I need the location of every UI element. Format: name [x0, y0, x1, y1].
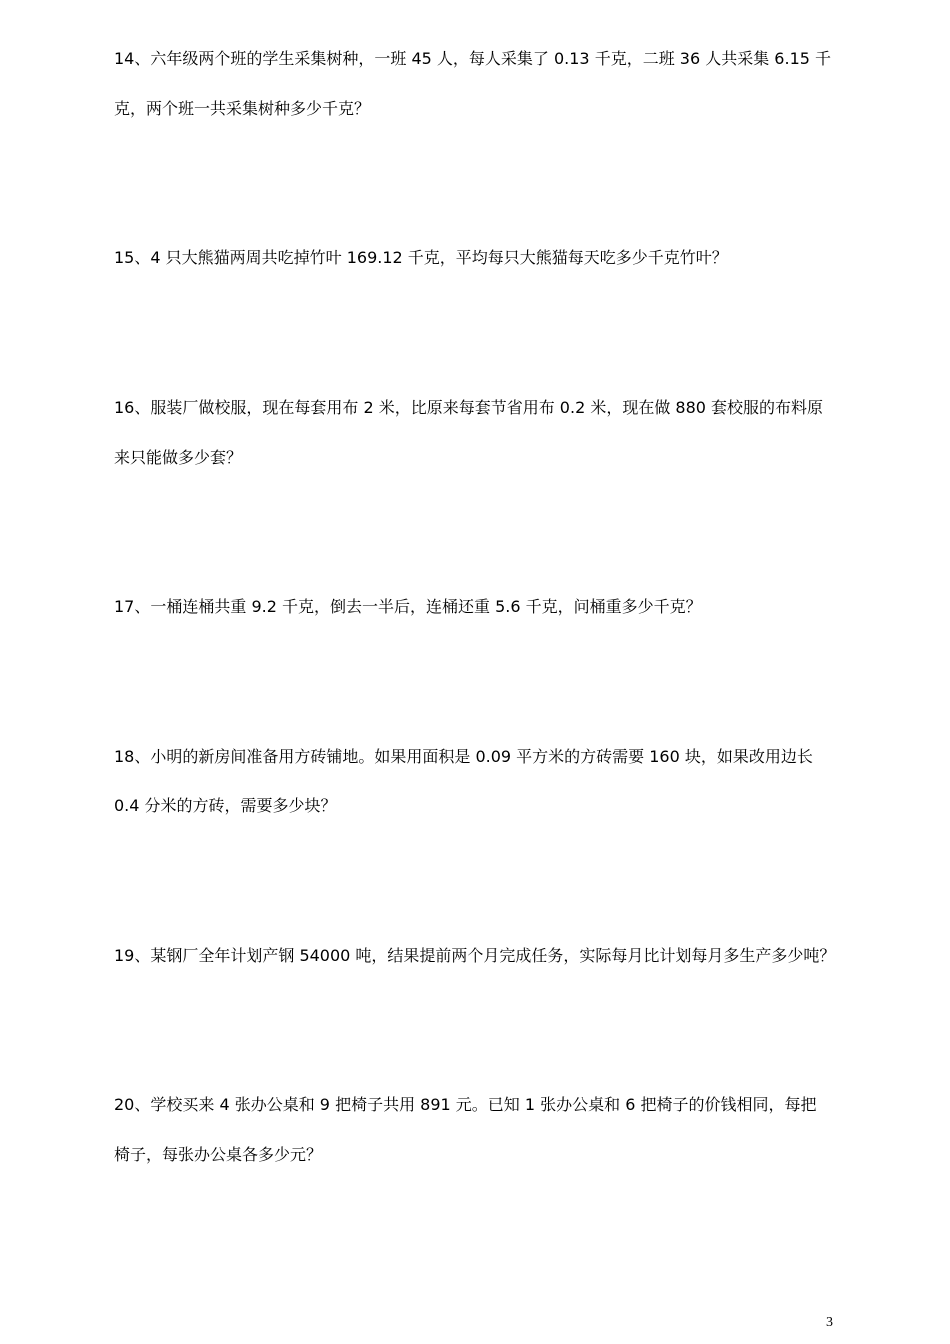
problem-16-line-2: 来只能做多少套？: [114, 448, 243, 467]
problem-15-line-1: 15、4 只大熊猫两周共吃掉竹叶 169.12 千克，平均每只大熊猫每天吃多少千克竹叶？: [114, 248, 728, 267]
problem-18-line-1: 18、小明的新房间准备用方砖铺地。如果用面积是 0.09 平方米的方砖需要 160 块，如果改用边长: [114, 747, 813, 766]
problem-14-line-1: 14、六年级两个班的学生采集树种，一班 45 人，每人采集了 0.13 千克，二班 36 人共采集 6.15 千: [114, 49, 832, 68]
problem-19-line-1: 19、某钢厂全年计划产钢 54000 吨，结果提前两个月完成任务，实际每月比计划每月多生产多少吨？: [114, 946, 836, 965]
page-number: 3: [826, 1315, 833, 1330]
problem-20-line-1: 20、学校买来 4 张办公桌和 9 把椅子共用 891 元。已知 1 张办公桌和 6 把椅子的价钱相同，每把: [114, 1095, 817, 1114]
problem-20-line-2: 椅子，每张办公桌各多少元？: [114, 1145, 323, 1164]
problem-17-line-1: 17、一桶连桶共重 9.2 千克，倒去一半后，连桶还重 5.6 千克，问桶重多少千克？: [114, 597, 702, 616]
problem-16-line-1: 16、服装厂做校服，现在每套用布 2 米，比原来每套节省用布 0.2 米，现在做 880 套校服的布料原: [114, 398, 824, 417]
problem-14-line-2: 克，两个班一共采集树种多少千克？: [114, 99, 371, 118]
problem-18-line-2: 0.4 分米的方砖，需要多少块？: [114, 796, 337, 815]
